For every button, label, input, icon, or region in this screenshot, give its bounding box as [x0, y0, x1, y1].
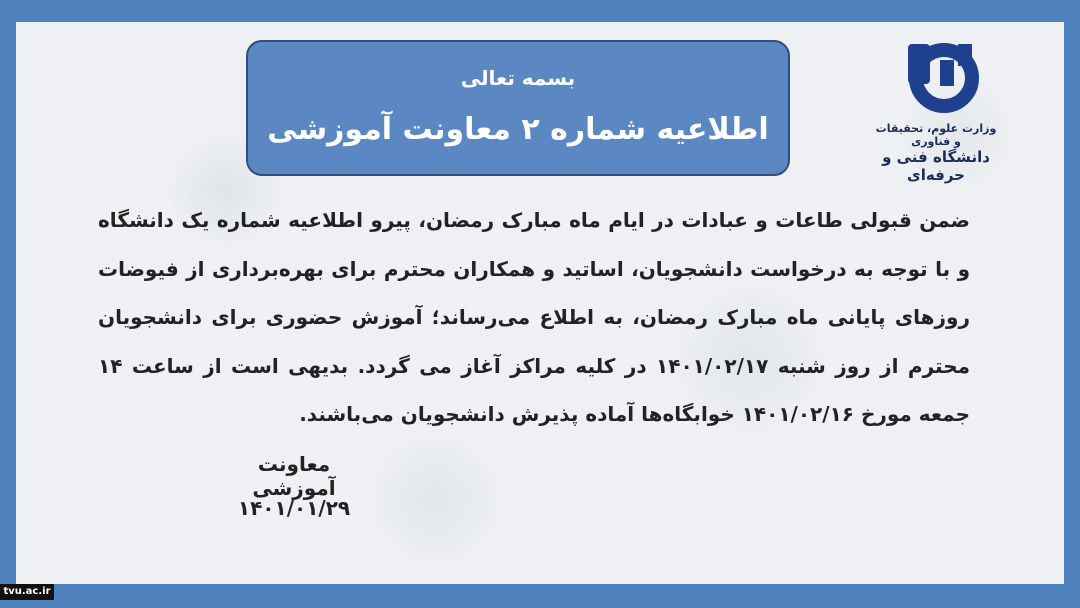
logo-university-text: دانشگاه فنی و حرفه‌ای [882, 148, 990, 184]
university-logo-icon [900, 38, 980, 118]
header-subtitle: بسمه تعالی [460, 66, 576, 90]
website-tag[interactable]: tvu.ac.ir [0, 584, 54, 600]
logo-ministry-text: وزارت علوم، تحقیقات و فناوری [875, 122, 997, 148]
title-box [246, 40, 790, 176]
announcement-body: ضمن قبولی طاعات و عبادات در ایام ماه مبارک رمضان، پیرو اطلاعیه شماره یک دانشگاه و با توجه به درخواست دانشجویان، اساتید و همکاران محترم برای بهره‌برداری از فیوضات روزهای پایانی ماه مبارک رمضان، به اطلاع می‌رساند؛ آموزش حضوری برای دانشجویان محترم از روز شنبه ۱۴۰۱/۰۲/۱۷ در کلیه مراکز آغاز می گردد. بدیهی است از ساعت ۱۴ جمعه مورخ ۱۴۰۱/۰۲/۱۶ خوابگاه‌ها آماده پذیرش دانشجویان می‌باشند. [98, 208, 970, 426]
header-title: اطلاعیه شماره ۲ معاونت آموزشی [267, 112, 769, 147]
signature-title: معاونت آموزشی [252, 452, 336, 500]
signature-date: ۱۴۰۱/۰۱/۲۹ [237, 496, 351, 520]
